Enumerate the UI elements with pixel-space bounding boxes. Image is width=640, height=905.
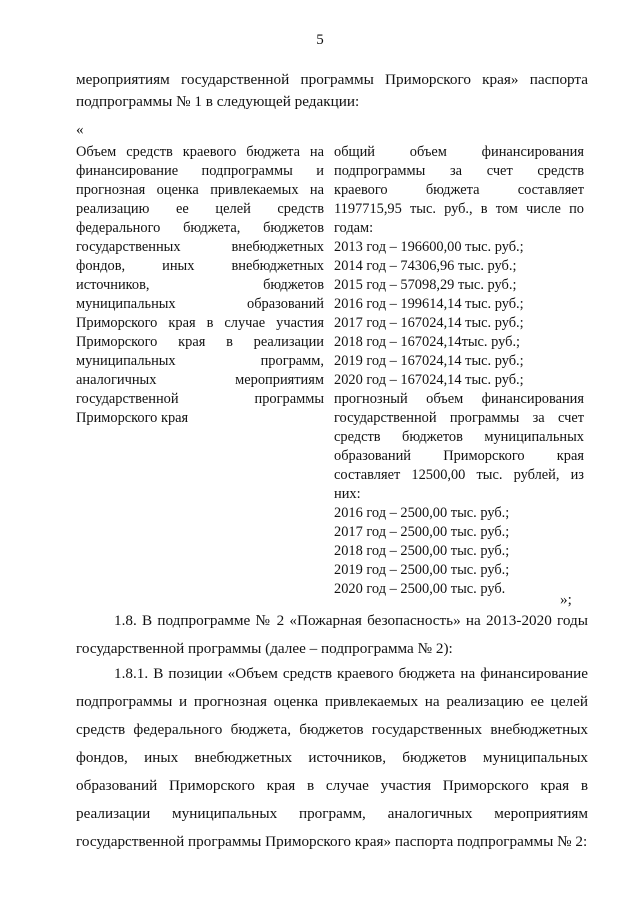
right-column-line: общий объем финансирования: [334, 144, 584, 160]
right-column-line: годам:: [334, 220, 374, 236]
right-column-line: 1197715,95 тыс. руб., в том числе по: [334, 201, 584, 217]
right-column-line: них:: [334, 486, 361, 502]
right-column-line: образований Приморского края: [334, 448, 584, 464]
right-column-line: 2015 год – 57098,29 тыс. руб.;: [334, 277, 517, 293]
left-column-line: федерального бюджета, бюджетов: [76, 220, 324, 236]
page-number: 5: [316, 32, 324, 48]
section-1-8-paragraph: [76, 607, 588, 663]
right-column-line: 2017 год – 167024,14 тыс. руб.;: [334, 315, 524, 331]
section-1-8-1-line: 1.8.1. В позиции «Объем средств краевого бюджета на финансирование: [114, 665, 588, 682]
right-column-line: 2016 год – 2500,00 тыс. руб.;: [334, 505, 510, 521]
section-1-8-1-line: государственной программы Приморского края» паспорта подпрограммы № 2:: [76, 833, 588, 850]
right-column-line: составляет 12500,00 тыс. рублей, из: [334, 467, 584, 483]
right-column-line: 2020 год – 2500,00 тыс. руб.: [334, 581, 506, 597]
section-1-8-1-line: фондов, иных внебюджетных источников, бюджетов муниципальных: [76, 749, 588, 766]
left-column-line: Объем средств краевого бюджета на: [76, 144, 324, 160]
left-column-line: муниципальных образований: [76, 296, 324, 312]
right-column-line: 2019 год – 167024,14 тыс. руб.;: [334, 353, 524, 369]
right-column-line: 2014 год – 74306,96 тыс. руб.;: [334, 258, 517, 274]
right-column-line: 2018 год – 2500,00 тыс. руб.;: [334, 543, 510, 559]
right-column-line: средств бюджетов муниципальных: [334, 429, 584, 445]
section-1-8-line: 1.8. В подпрограмме № 2 «Пожарная безопасность» на 2013-2020 годы: [114, 612, 588, 629]
right-column-line: краевого бюджета составляет: [334, 182, 584, 198]
left-column-line: муниципальных программ,: [76, 353, 324, 369]
closing-quote: »;: [560, 591, 572, 608]
section-1-8-1-paragraph: [76, 660, 588, 856]
section-1-8-1-line: реализации муниципальных программ, аналогичных мероприятиям: [76, 805, 588, 822]
right-column-line: 2020 год – 167024,14 тыс. руб.;: [334, 372, 524, 388]
opening-quote: «: [76, 121, 84, 138]
section-1-8-line: государственной программы (далее – подпрограмма № 2):: [76, 640, 453, 657]
section-1-8-1-line: средств федерального бюджета, бюджетов государственных внебюджетных: [76, 721, 588, 738]
left-column-line: государственной программы: [76, 391, 324, 407]
right-column-line: 2017 год – 2500,00 тыс. руб.;: [334, 524, 510, 540]
passport-left-column: [76, 143, 324, 428]
section-1-8-1-line: образований Приморского края в случае участия Приморского края в: [76, 777, 588, 794]
right-column-line: 2019 год – 2500,00 тыс. руб.;: [334, 562, 510, 578]
right-column-line: 2016 год – 199614,14 тыс. руб.;: [334, 296, 524, 312]
right-column-line: 2013 год – 196600,00 тыс. руб.;: [334, 239, 524, 255]
right-column-line: государственной программы за счет: [334, 410, 584, 426]
left-column-line: источников, бюджетов: [76, 277, 324, 293]
intro-line: подпрограммы № 1 в следующей редакции:: [76, 93, 360, 110]
left-column-line: государственных внебюджетных: [76, 239, 324, 255]
section-1-8-1-line: подпрограммы и прогнозная оценка привлекаемых на реализацию ее целей: [76, 693, 588, 710]
right-column-line: подпрограммы за счет средств: [334, 163, 584, 179]
right-column-line: прогнозный объем финансирования: [334, 391, 584, 407]
left-column-line: фондов, иных внебюджетных: [76, 258, 324, 274]
left-column-line: аналогичных мероприятиям: [76, 372, 324, 388]
intro-line: мероприятиям государственной программы Приморского края» паспорта: [76, 71, 588, 88]
passport-right-column: [334, 143, 584, 599]
left-column-line: Приморского края в реализации: [76, 334, 324, 350]
left-column-line: прогнозная оценка привлекаемых на: [76, 182, 324, 198]
left-column-line: Приморского края в случае участия: [76, 315, 324, 331]
intro-paragraph: [76, 69, 588, 113]
left-column-line: реализацию ее целей средств: [76, 201, 324, 217]
left-column-line: Приморского края: [76, 410, 189, 426]
right-column-line: 2018 год – 167024,14тыс. руб.;: [334, 334, 521, 350]
left-column-line: финансирование подпрограммы и: [76, 163, 324, 179]
